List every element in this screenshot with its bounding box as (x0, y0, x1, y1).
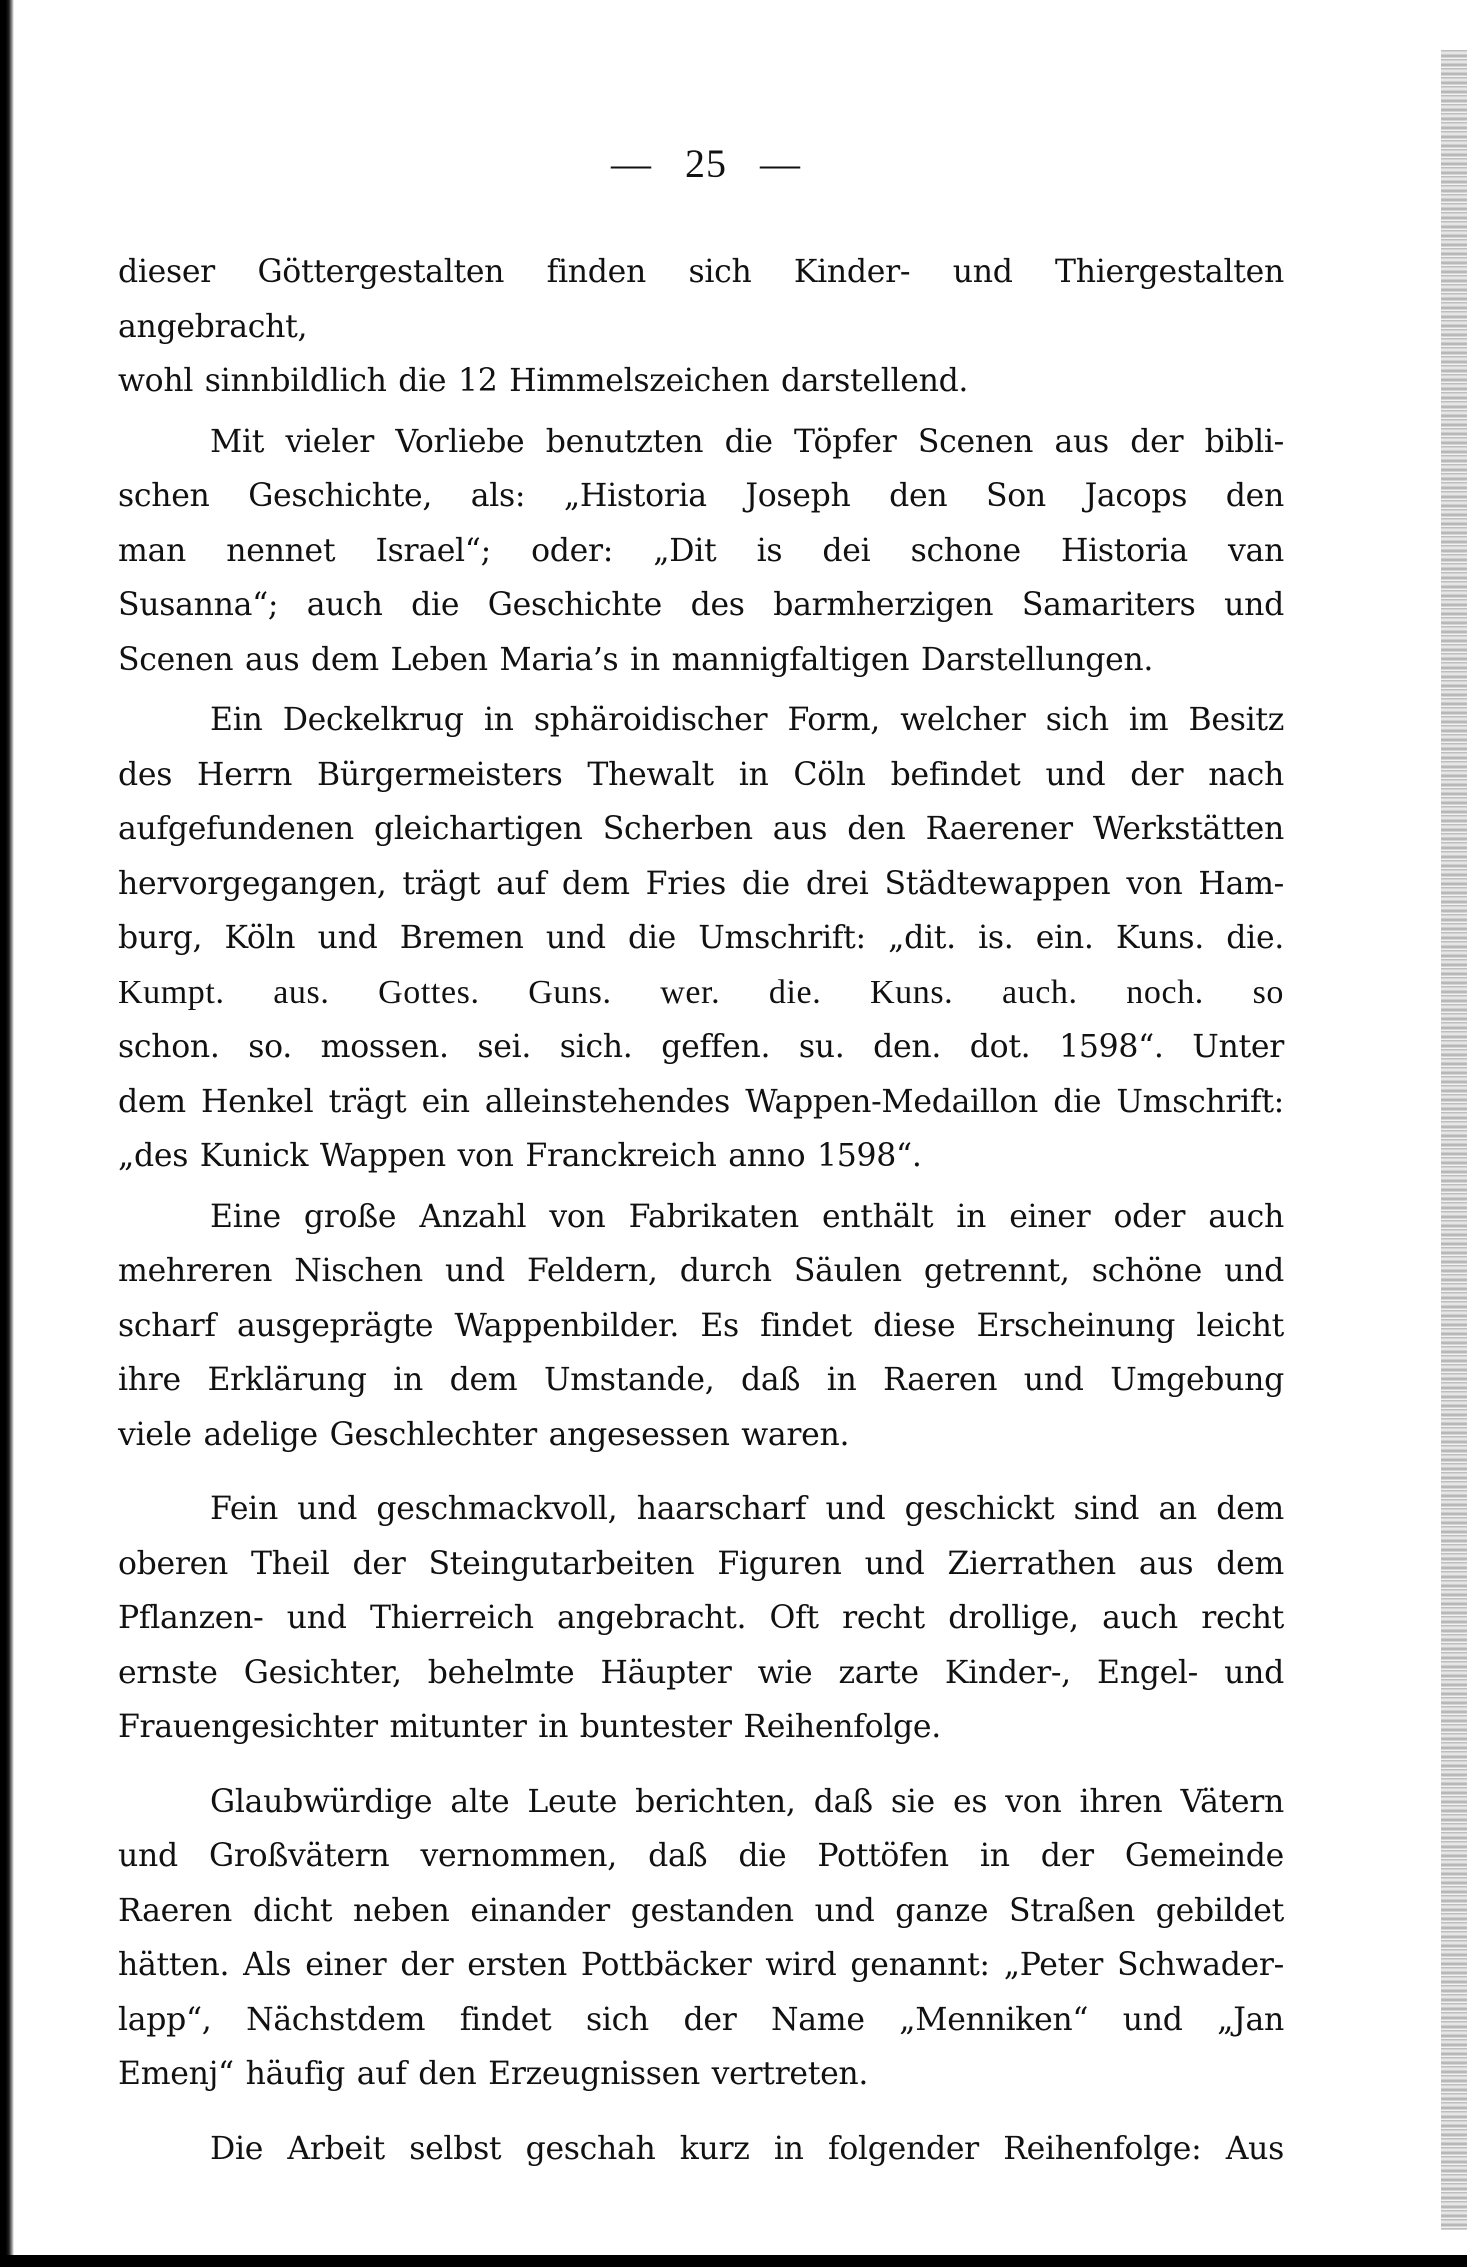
scan-edge-left (0, 0, 14, 2267)
text-line: hätten. Als einer der ersten Pottbäcker wird genannt: „Peter Schwader- (118, 1947, 1284, 1983)
page-number-dash-right: — (760, 141, 801, 186)
text-line: burg, Köln und Bremen und die Umschrift: „dit. is. ein. Kuns. die. (118, 920, 1284, 956)
paragraph-3 (118, 693, 1284, 1184)
page-number-dash-left: — (611, 141, 652, 186)
text-line: Eine große Anzahl von Fabrikaten enthält in einer oder auch (210, 1198, 1284, 1235)
text-line: viele adelige Geschlechter angesessen waren. (118, 1416, 850, 1453)
text-line: Glaubwürdige alte Leute berichten, daß sie es von ihren Vätern (210, 1783, 1284, 1820)
text-line: Die Arbeit selbst geschah kurz in folgender Reihenfolge: Aus (210, 2130, 1284, 2167)
paragraph-1 (118, 245, 1284, 409)
text-line: Pflanzen- und Thierreich angebracht. Oft recht drollige, auch recht (118, 1600, 1284, 1636)
text-line: Mit vieler Vorliebe benutzten die Töpfer Scenen aus der bibli- (210, 423, 1284, 460)
page-number-header (118, 140, 1284, 187)
text-line: man nennet Israel“; oder: „Dit is dei schone Historia van (118, 532, 1284, 569)
text-line-inscription: „des Kunick Wappen von Franckreich anno 1598“. (118, 1138, 922, 1174)
text-line: wohl sinnbildlich die 12 Himmelszeichen darstellend. (118, 363, 969, 399)
text-line: Fein und geschmackvoll, haarscharf und geschickt sind an dem (210, 1491, 1284, 1527)
text-line: Scenen aus dem Leben Maria’s in mannigfaltigen Darstellungen. (118, 641, 1154, 678)
text-line: Raeren dicht neben einander gestanden und ganze Straßen gebildet (118, 1892, 1284, 1929)
paragraph-2 (118, 415, 1284, 688)
text-line: ernste Gesichter, behelmte Häupter wie zarte Kinder-, Engel- und (118, 1654, 1284, 1691)
book-page (118, 140, 1284, 2176)
text-line: scharf ausgeprägte Wappenbilder. Es findet diese Erscheinung leicht (118, 1307, 1284, 1344)
text-line: schon. so. mossen. sei. sich. geffen. su. den. dot. 1598“. Unter (118, 1029, 1284, 1065)
text-line: des Herrn Bürgermeisters Thewalt in Cöln befindet und der nach (118, 756, 1284, 793)
text-line: ihre Erklärung in dem Umstande, daß in Raeren und Umgebung (118, 1362, 1284, 1398)
paragraph-7 (118, 2122, 1284, 2177)
paragraph-4 (118, 1190, 1284, 1463)
text-line: oberen Theil der Steingutarbeiten Figuren und Zierrathen aus dem (118, 1545, 1284, 1582)
text-line: Ein Deckelkrug in sphäroidischer Form, welcher sich im Besitz (210, 702, 1284, 738)
text-line: schen Geschichte, als: „Historia Joseph den Son Jacops den (118, 478, 1284, 514)
text-line: hervorgegangen, trägt auf dem Fries die drei Städtewappen von Ham- (118, 865, 1284, 902)
paragraph-5 (118, 1482, 1284, 1755)
text-line: Emenj“ häufig auf den Erzeugnissen vertreten. (118, 2056, 869, 2092)
text-line: und Großvätern vernommen, daß die Pottöfen in der Gemeinde (118, 1838, 1284, 1874)
text-line: dem Henkel trägt ein alleinstehendes Wappen-Medaillon die Umschrift: (118, 1083, 1284, 1120)
text-line: Susanna“; auch die Geschichte des barmherzigen Samariters und (118, 587, 1284, 623)
text-line: dieser Göttergestalten finden sich Kinder- und Thiergestalten angebracht, (118, 254, 1284, 345)
paragraph-6 (118, 1775, 1284, 2102)
text-line: Frauengesichter mitunter in buntester Reihenfolge. (118, 1709, 941, 1745)
text-line-inscription: Kumpt. aus. Gottes. Guns. wer. die. Kuns. auch. noch. so (118, 973, 1284, 1011)
text-line: mehreren Nischen und Feldern, durch Säulen getrennt, schöne und (118, 1253, 1284, 1289)
text-line: lapp“, Nächstdem findet sich der Name „Menniken“ und „Jan (118, 2001, 1284, 2038)
scan-edge-bottom (0, 2255, 1467, 2267)
page-number: 25 (685, 141, 727, 186)
scan-edge-right (1441, 50, 1467, 2230)
text-line: aufgefundenen gleichartigen Scherben aus den Raerener Werkstätten (118, 811, 1284, 847)
